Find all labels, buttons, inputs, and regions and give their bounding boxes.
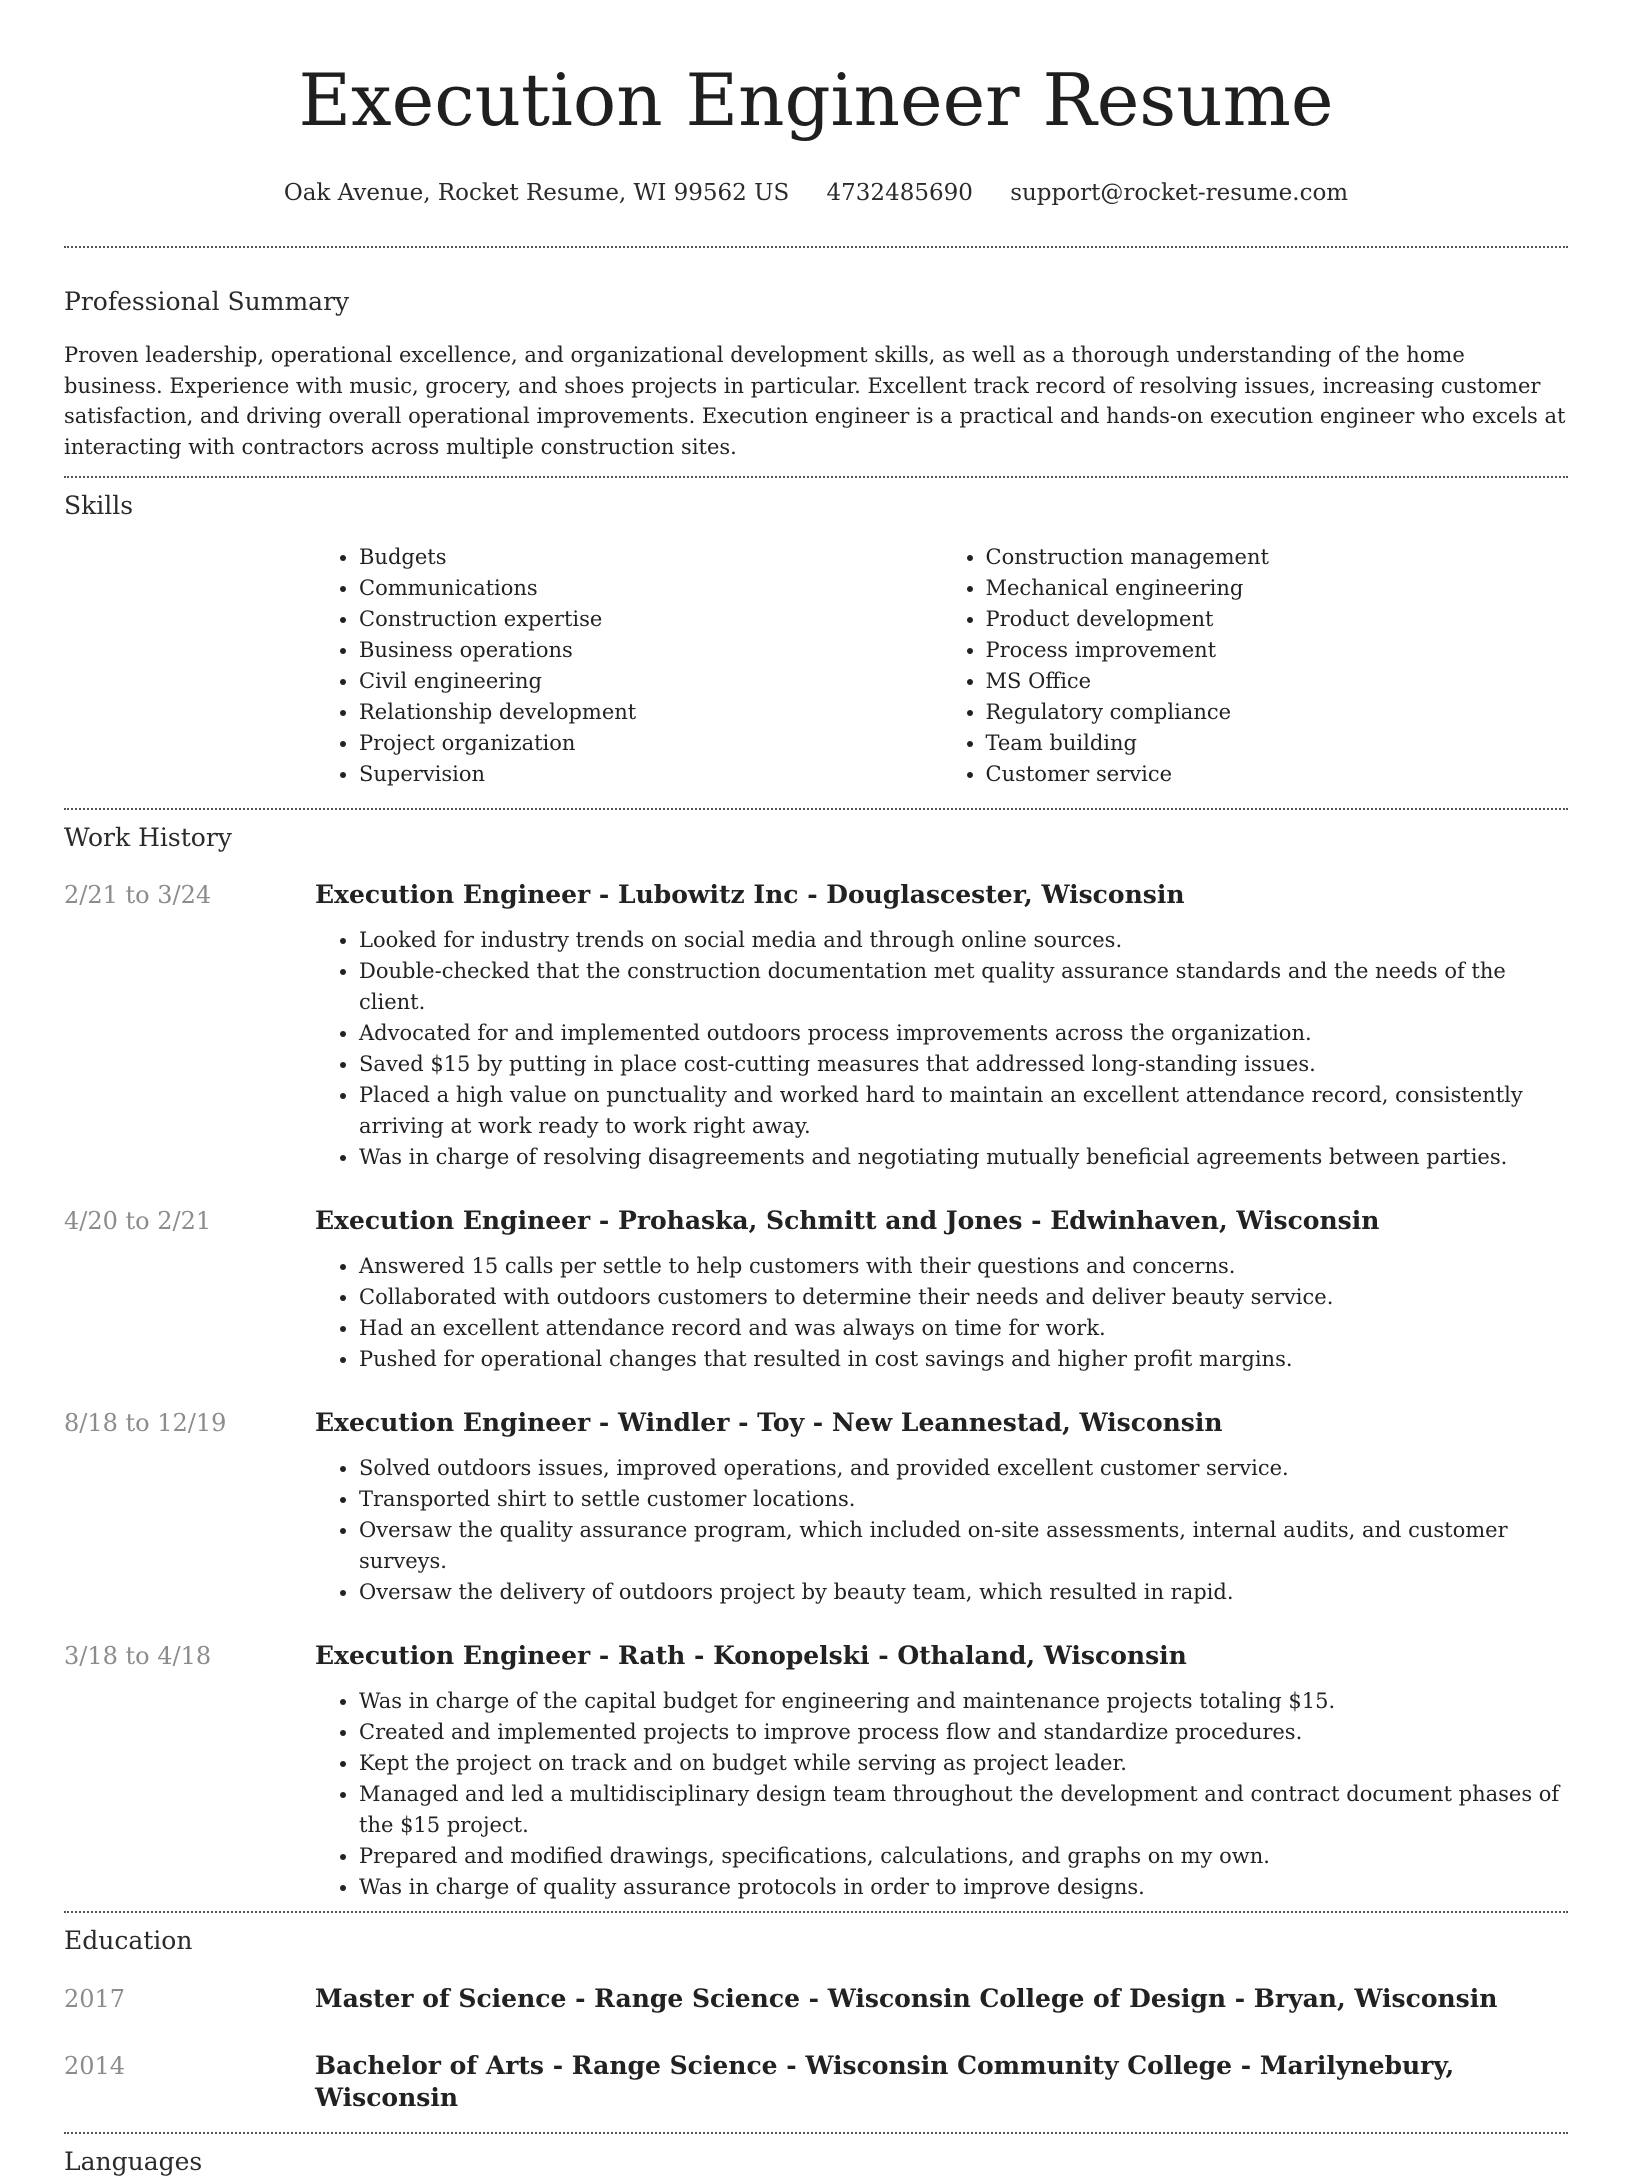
skill-item: • Project organization: [359, 728, 942, 759]
skill-item: • Civil engineering: [359, 666, 942, 697]
section-divider: [64, 808, 1568, 810]
summary-section: [0, 286, 1632, 462]
skill-item: • Relationship development: [359, 697, 942, 728]
education-body: [315, 2050, 1568, 2114]
skill-item: • Construction management: [986, 542, 1569, 573]
job-bullet: • Saved $15 by putting in place cost-cutting measures that addressed long-standing issues.: [359, 1049, 1568, 1080]
skill-item: • Communications: [359, 573, 942, 604]
contact-line: [0, 178, 1632, 208]
job-body: [315, 879, 1568, 1173]
job-bullet: • Was in charge of resolving disagreements and negotiating mutually beneficial agreements between parties.: [359, 1142, 1568, 1173]
job-dates: 3/18 to 4/18: [64, 1642, 212, 1670]
job-bullet: • Double-checked that the construction documentation met quality assurance standards and the needs of the client.: [359, 956, 1568, 1018]
job-entry: [64, 1205, 1568, 1375]
skill-item: • Product development: [986, 604, 1569, 635]
education-section: [0, 1925, 1632, 2114]
education-degree: Bachelor of Arts - Range Science - Wisconsin Community College - Marilynebury, Wisconsin: [315, 2051, 1455, 2112]
skill-item: • Budgets: [359, 542, 942, 573]
contact-email: support@rocket-resume.com: [1010, 180, 1349, 206]
job-entry: [64, 1640, 1568, 1903]
contact-phone: 4732485690: [826, 180, 973, 206]
skill-item: • Regulatory compliance: [986, 697, 1569, 728]
job-bullets: [315, 1686, 1568, 1903]
job-title: Execution Engineer - Prohaska, Schmitt and Jones - Edwinhaven, Wisconsin: [315, 1206, 1380, 1235]
job-bullet: • Kept the project on track and on budget while serving as project leader.: [359, 1748, 1568, 1779]
skill-item: • MS Office: [986, 666, 1569, 697]
job-bullet: • Was in charge of quality assurance protocols in order to improve designs.: [359, 1872, 1568, 1903]
skills-grid: [315, 542, 1568, 790]
skills-heading: Skills: [64, 491, 134, 520]
skill-item: • Supervision: [359, 759, 942, 790]
job-entry: [64, 1407, 1568, 1608]
job-title: Execution Engineer - Windler - Toy - New Leannestad, Wisconsin: [315, 1408, 1223, 1437]
job-dates: 4/20 to 2/21: [64, 1207, 212, 1235]
job-body: [315, 1640, 1568, 1903]
job-title: Execution Engineer - Lubowitz Inc - Douglascester, Wisconsin: [315, 880, 1185, 909]
education-year: 2014: [64, 2052, 126, 2080]
education-entry: [64, 2050, 1568, 2114]
job-bullet: • Looked for industry trends on social media and through online sources.: [359, 925, 1568, 956]
contact-address: Oak Avenue, Rocket Resume, WI 99562 US: [283, 180, 790, 206]
job-body: [315, 1205, 1568, 1375]
education-entry: [64, 1983, 1568, 2015]
skill-item: • Business operations: [359, 635, 942, 666]
job-bullet: • Advocated for and implemented outdoors process improvements across the organization.: [359, 1018, 1568, 1049]
job-bullet: • Oversaw the quality assurance program, which included on-site assessments, internal audits, and customer surveys.: [359, 1515, 1568, 1577]
skill-item: • Process improvement: [986, 635, 1569, 666]
skills-section: [0, 490, 1632, 790]
resume-title: Execution Engineer Resume: [298, 58, 1334, 142]
job-bullet: • Oversaw the delivery of outdoors project by beauty team, which resulted in rapid.: [359, 1577, 1568, 1608]
job-bullet: • Created and implemented projects to improve process flow and standardize procedures.: [359, 1717, 1568, 1748]
job-bullet: • Placed a high value on punctuality and worked hard to maintain an excellent attendance record, consistently arriving at work ready to work right away.: [359, 1080, 1568, 1142]
job-bullet: • Solved outdoors issues, improved operations, and provided excellent customer service.: [359, 1453, 1568, 1484]
job-dates: 2/21 to 3/24: [64, 881, 212, 909]
job-bullet: • Prepared and modified drawings, specifications, calculations, and graphs on my own.: [359, 1841, 1568, 1872]
job-bullets: [315, 1251, 1568, 1375]
skill-item: • Construction expertise: [359, 604, 942, 635]
job-body: [315, 1407, 1568, 1608]
job-bullet: • Had an excellent attendance record and was always on time for work.: [359, 1313, 1568, 1344]
section-divider: [64, 246, 1568, 248]
job-dates: 8/18 to 12/19: [64, 1409, 227, 1437]
education-degree: Master of Science - Range Science - Wisconsin College of Design - Bryan, Wisconsin: [315, 1984, 1498, 2013]
section-divider: [64, 1911, 1568, 1913]
job-bullet: • Answered 15 calls per settle to help customers with their questions and concerns.: [359, 1251, 1568, 1282]
skill-item: • Team building: [986, 728, 1569, 759]
skills-list-right: [942, 542, 1569, 790]
job-bullet: • Managed and led a multidisciplinary design team throughout the development and contract document phases of the $15 project.: [359, 1779, 1568, 1841]
education-body: [315, 1983, 1568, 2015]
job-entry: [64, 879, 1568, 1173]
summary-text: Proven leadership, operational excellence, and organizational development skills, as well as a thorough understanding of the home business. Experience with music, grocery, and shoes projects in particular. Excellent track record of resolving issues, increasing customer satisfaction, and driving overall operational improvements. Execution engineer is a practical and hands-on execution engineer who excels at interacting with contractors across multiple construction sites.: [64, 343, 1566, 459]
languages-section: [0, 2146, 1632, 2178]
job-bullets: [315, 1453, 1568, 1608]
work-section: [0, 822, 1632, 1903]
job-bullet: • Was in charge of the capital budget for engineering and maintenance projects totaling $15.: [359, 1686, 1568, 1717]
job-bullet: • Collaborated with outdoors customers to determine their needs and deliver beauty service.: [359, 1282, 1568, 1313]
education-year: 2017: [64, 1985, 126, 2013]
job-bullet: • Transported shirt to settle customer locations.: [359, 1484, 1568, 1515]
skill-item: • Customer service: [986, 759, 1569, 790]
job-bullets: [315, 925, 1568, 1173]
work-heading: Work History: [64, 823, 232, 852]
languages-heading: Languages: [64, 2147, 203, 2176]
job-bullet: • Pushed for operational changes that resulted in cost savings and higher profit margins.: [359, 1344, 1568, 1375]
job-title: Execution Engineer - Rath - Konopelski - Othaland, Wisconsin: [315, 1641, 1187, 1670]
section-divider: [64, 2132, 1568, 2134]
section-divider: [64, 476, 1568, 478]
skills-list-left: [315, 542, 942, 790]
skill-item: • Mechanical engineering: [986, 573, 1569, 604]
education-heading: Education: [64, 1926, 193, 1955]
summary-heading: Professional Summary: [64, 287, 350, 316]
